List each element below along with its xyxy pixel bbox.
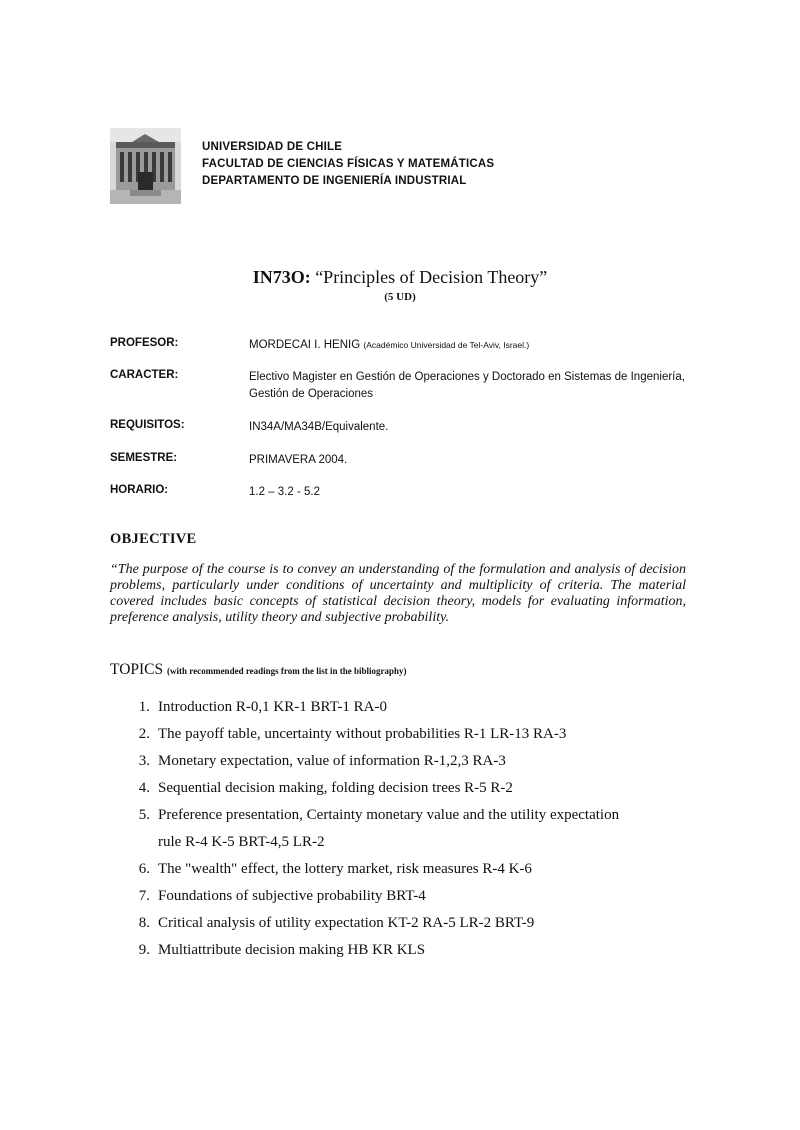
semestre-label: SEMESTRE: [110,452,178,464]
course-title [0,267,800,288]
list-item-number: 8. [138,915,150,931]
list-item-line-1: Preference presentation, Certainty monetary value and the utility expectation [158,807,620,823]
requisitos-value: IN34A/MA34B/Equivalente. [249,421,389,433]
faculty-name: FACULTAD DE CIENCIAS FÍSICAS Y MATEMÁTICAS [202,158,495,170]
caracter-value: Electivo Magister en Gestión de Operaciones y Doctorado en Sistemas de Ingeniería, Gestión de Operaciones [249,371,685,400]
list-item-text: Monetary expectation, value of information R-1,2,3 RA-3 [158,753,506,769]
list-item-text [158,802,619,856]
list-item-text: Critical analysis of utility expectation KT-2 RA-5 LR-2 BRT-9 [158,915,535,931]
course-code: IN73O: [252,267,311,287]
course-units: (5 UD) [384,291,416,303]
list-item-text: The payoff table, uncertainty without probabilities R-1 LR-13 RA-3 [158,726,567,742]
list-item-line-2: rule R-4 K-5 BRT-4,5 LR-2 [158,834,325,850]
university-name: UNIVERSIDAD DE CHILE [202,141,343,153]
list-item-number: 5. [138,807,150,823]
profesor-note: (Académico Universidad de Tel-Aviv, Israel.) [363,340,530,350]
profesor-label: PROFESOR: [110,337,179,349]
topics-heading [110,661,407,679]
list-item-text: Foundations of subjective probability BRT-4 [158,888,426,904]
topics-note: (with recommended readings from the list in the bibliography) [167,666,407,676]
list-item-text: The "wealth" effect, the lottery market, risk measures R-4 K-6 [158,861,532,877]
list-item-number: 6. [138,861,150,877]
topics-title: TOPICS [110,661,164,678]
list-item-number: 9. [138,942,150,958]
list-item-number: 1. [138,699,150,715]
caracter-label: CARACTER: [110,369,179,381]
department-name: DEPARTAMENTO DE INGENIERÍA INDUSTRIAL [202,175,467,187]
list-item-text: Multiattribute decision making HB KR KLS [158,942,426,958]
course-name: “Principles of Decision Theory” [315,267,548,287]
objective-text: “The purpose of the course is to convey an understanding of the formulation and analysis of decision problems, particularly under conditions of uncertainty and multiplicity of criteria. The material covered includes basic concepts of statistical decision theory, models for evaluating information, preference analysis, utility theory and subjective probability. [110,562,686,625]
list-item-number: 7. [138,888,150,904]
list-item-text: Sequential decision making, folding decision trees R-5 R-2 [158,780,513,796]
list-item-number: 2. [138,726,150,742]
horario-label: HORARIO: [110,484,169,496]
university-building-logo [110,128,181,204]
objective-heading: OBJECTIVE [110,531,197,547]
profesor-value [249,337,699,354]
requisitos-label: REQUISITOS: [110,419,185,431]
semestre-value: PRIMAVERA 2004. [249,454,348,466]
profesor-name: MORDECAI I. HENIG [249,339,361,351]
institution-header [202,139,494,190]
list-item-number: 4. [138,780,150,796]
list-item-text: Introduction R-0,1 KR-1 BRT-1 RA-0 [158,699,387,715]
list-item-number: 3. [138,753,150,769]
horario-value: 1.2 – 3.2 - 5.2 [249,486,320,498]
